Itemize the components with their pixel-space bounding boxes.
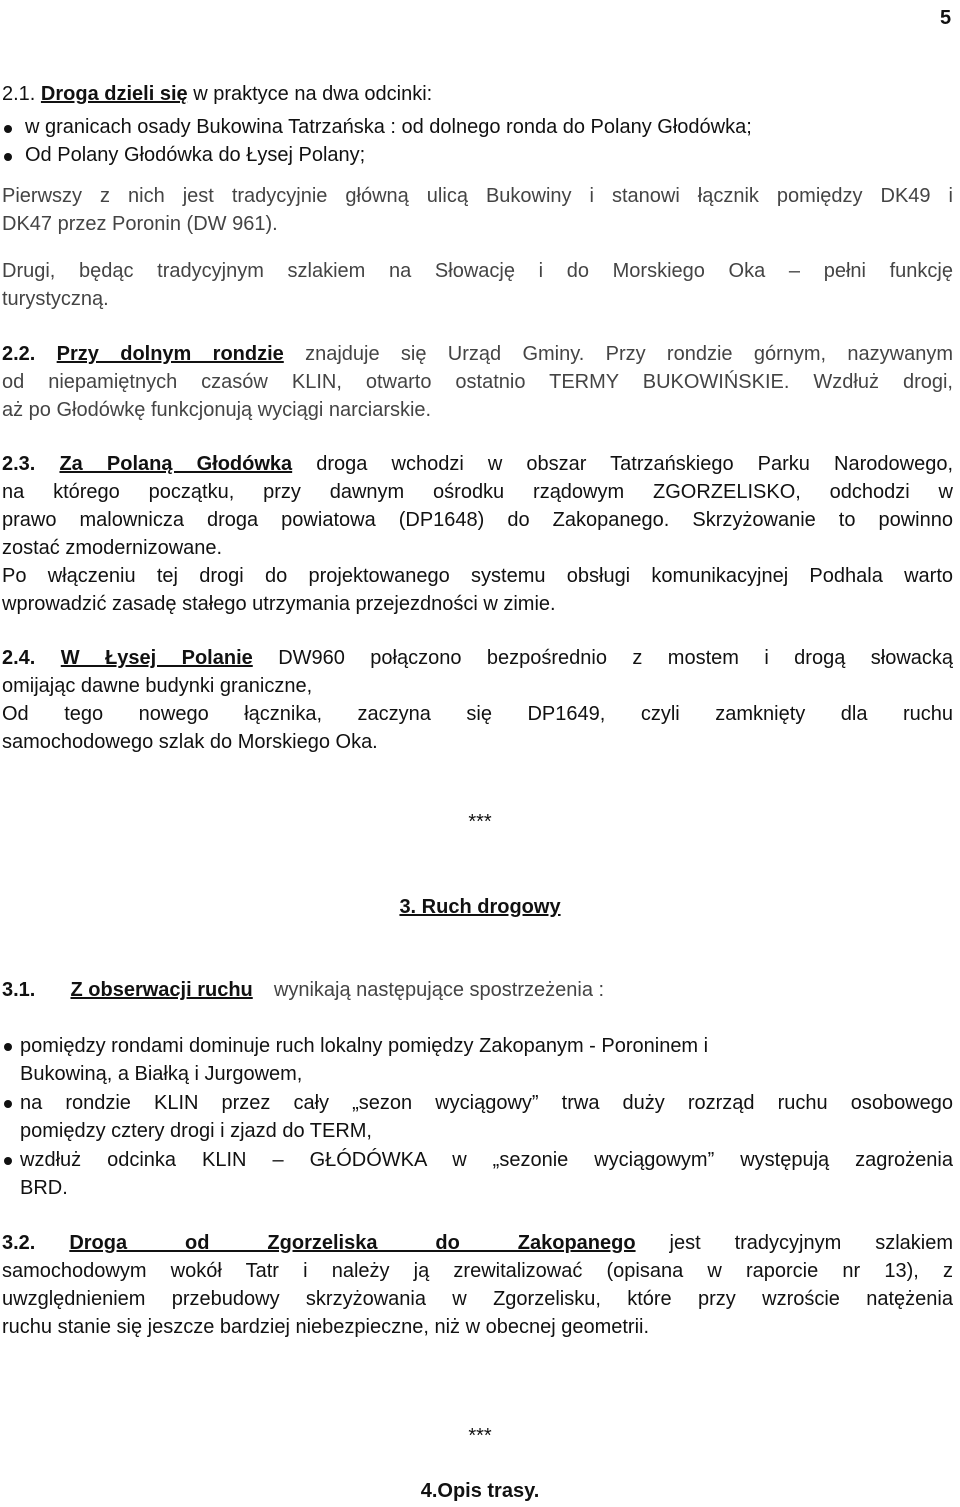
paragraph-line bbox=[2, 452, 953, 476]
paragraph-line: samochodowym wokół Tatr i należy ją zrewitalizować (opisana w raporcie nr 13), z bbox=[2, 1260, 953, 1282]
paragraph-line: od niepamiętnych czasów KLIN, otwarto ostatnio TERMY BUKOWIŃSKIE. Wzdłuż drogi, bbox=[2, 371, 953, 393]
bullet-icon bbox=[4, 1157, 12, 1165]
paragraph-line: Drugi, będąc tradycyjnym szlakiem na Słowację i do Morskiego Oka – pełni funkcję bbox=[2, 260, 953, 282]
bullet-icon bbox=[4, 125, 12, 133]
section-text: droga wchodzi w obszar Tatrzańskiego Parku Narodowego, bbox=[316, 453, 953, 475]
list-item-continued: BRD. bbox=[20, 1177, 68, 1199]
paragraph-line: uwzględnieniem przebudowy skrzyżowania w Zgorzelisku, które przy wzroście natężenia bbox=[2, 1288, 953, 1310]
section-number: 2.2. bbox=[2, 343, 36, 365]
paragraph-line bbox=[2, 646, 953, 670]
section-heading: W Łysej Polanie bbox=[60, 647, 253, 669]
paragraph-line: ruchu stanie się jeszcze bardziej niebezpieczne, niż w obecnej geometrii. bbox=[2, 1316, 650, 1338]
section-3-1-heading-line bbox=[2, 978, 604, 1002]
paragraph-line bbox=[2, 342, 953, 366]
paragraph-line: wprowadzić zasadę stałego utrzymania przejezdności w zimie. bbox=[2, 593, 556, 615]
bullet-icon bbox=[4, 1100, 12, 1108]
section-2-1-heading-line bbox=[2, 82, 432, 106]
section-text: znajduje się Urząd Gminy. Przy rondzie górnym, nazywanym bbox=[305, 343, 953, 365]
chapter-heading: 4.Opis trasy. bbox=[420, 1480, 540, 1502]
list-item-continued: pomiędzy cztery drogi i zjazd do TERM, bbox=[20, 1120, 372, 1142]
paragraph-line: prawo malownicza droga powiatowa (DP1648) do Zakopanego. Skrzyżowanie to powinno bbox=[2, 509, 953, 531]
section-text: DW960 połączono bezpośrednio z mostem i drogą słowacką bbox=[278, 647, 954, 669]
section-heading: Droga dzieli się bbox=[40, 83, 188, 105]
separator-asterisks: *** bbox=[468, 1425, 492, 1447]
list-item: wzdłuż odcinka KLIN – GŁÓDÓWKA w „sezonie wyciągowym” występują zagrożenia bbox=[20, 1149, 953, 1171]
section-heading: Za Polaną Głodówka bbox=[59, 453, 293, 475]
paragraph-line: DK47 przez Poronin (DW 961). bbox=[2, 213, 278, 235]
section-heading: Droga od Zgorzeliska do Zakopanego bbox=[69, 1232, 636, 1254]
paragraph-line: samochodowego szlak do Morskiego Oka. bbox=[2, 731, 378, 753]
paragraph-line: omijając dawne budynki graniczne, bbox=[2, 675, 313, 697]
paragraph-line: na którego początku, przy dawnym ośrodku rządowym ZGORZELISKO, odchodzi w bbox=[2, 481, 953, 503]
section-number: 2.3. bbox=[2, 453, 36, 475]
section-heading: Z obserwacji ruchu bbox=[70, 979, 253, 1001]
paragraph-line: Po włączeniu tej drogi do projektowanego systemu obsługi komunikacyjnej Podhala warto bbox=[2, 565, 953, 587]
paragraph-line: zostać zmodernizowane. bbox=[2, 537, 223, 559]
list-item: Od Polany Głodówka do Łysej Polany; bbox=[25, 144, 366, 166]
paragraph-line: Pierwszy z nich jest tradycyjnie główną ulicą Bukowiny i stanowi łącznik pomiędzy DK49 i bbox=[2, 185, 953, 207]
section-heading: Przy dolnym rondzie bbox=[56, 343, 284, 365]
list-item: pomiędzy rondami dominuje ruch lokalny pomiędzy Zakopanym - Poroninem i bbox=[20, 1035, 709, 1057]
list-item-continued: Bukowiną, a Białką i Jurgowem, bbox=[20, 1063, 303, 1085]
section-text: wynikają następujące spostrzeżenia : bbox=[273, 979, 605, 1001]
chapter-heading bbox=[0, 895, 960, 919]
paragraph-line: aż po Głodówkę funkcjonują wyciągi narciarskie. bbox=[2, 399, 432, 421]
section-number: 3.1. bbox=[2, 979, 36, 1001]
section-number: 2.1. bbox=[2, 83, 36, 105]
list-item: na rondzie KLIN przez cały „sezon wyciągowy” trwa duży rozrząd ruchu osobowego bbox=[20, 1092, 953, 1114]
section-text: w praktyce na dwa odcinki: bbox=[193, 83, 433, 105]
section-number: 3.2. bbox=[2, 1232, 36, 1254]
page-number: 5 bbox=[940, 7, 952, 29]
bullet-icon bbox=[4, 1043, 12, 1051]
list-item: w granicach osady Bukowina Tatrzańska : od dolnego ronda do Polany Głodówka; bbox=[25, 116, 752, 138]
paragraph-line: turystyczną. bbox=[2, 288, 109, 310]
chapter-heading-text: 3. Ruch drogowy bbox=[399, 896, 561, 918]
section-text: jest tradycyjnym szlakiem bbox=[669, 1232, 954, 1254]
bullet-icon bbox=[4, 153, 12, 161]
section-number: 2.4. bbox=[2, 647, 36, 669]
separator-asterisks: *** bbox=[468, 811, 492, 833]
paragraph-line bbox=[2, 1231, 953, 1255]
paragraph-line: Od tego nowego łącznika, zaczyna się DP1649, czyli zamknięty dla ruchu bbox=[2, 703, 953, 725]
